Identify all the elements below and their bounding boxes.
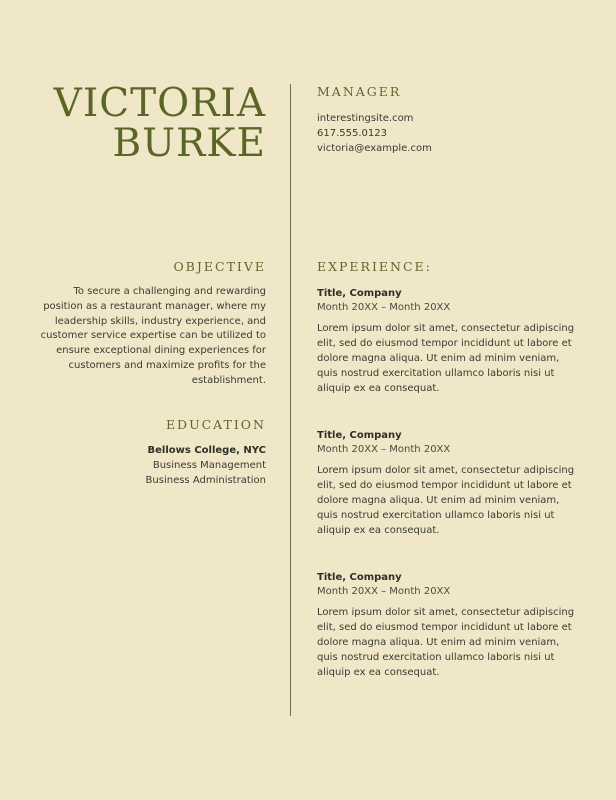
job-entry bbox=[317, 429, 579, 538]
first-name: VICTORIA bbox=[53, 81, 266, 126]
education-line: Business Administration bbox=[145, 474, 266, 486]
job-title: Title, Company bbox=[317, 572, 402, 583]
school-name: Bellows College, NYC bbox=[147, 445, 266, 456]
job-description: Lorem ipsum dolor sit amet, consectetur adipiscing elit, sed do eiusmod tempor incididunt ut labore et dolore magna aliqua. Ut enim ad minim veniam, quis nostrud exercitation ullamco laboris nisi ut aliquip ex ea consequat. bbox=[317, 323, 575, 394]
objective-heading: OBJECTIVE bbox=[173, 259, 266, 274]
job-title: Title, Company bbox=[317, 430, 402, 441]
job-entry bbox=[317, 571, 579, 680]
vertical-divider bbox=[290, 84, 291, 716]
job-description: Lorem ipsum dolor sit amet, consectetur adipiscing elit, sed do eiusmod tempor incididunt ut labore et dolore magna aliqua. Ut enim ad minim veniam, quis nostrud exercitation ullamco laboris nisi ut aliquip ex ea consequat. bbox=[317, 465, 575, 536]
phone: 617.555.0123 bbox=[317, 127, 387, 139]
job-description: Lorem ipsum dolor sit amet, consectetur adipiscing elit, sed do eiusmod tempor incididunt ut labore et dolore magna aliqua. Ut enim ad minim veniam, quis nostrud exercitation ullamco laboris nisi ut aliquip ex ea consequat. bbox=[317, 607, 575, 678]
education-section bbox=[40, 417, 266, 488]
website: interestingsite.com bbox=[317, 113, 414, 124]
experience-section bbox=[317, 259, 579, 713]
last-name: BURKE bbox=[112, 121, 266, 166]
email: victoria@example.com bbox=[317, 142, 432, 154]
experience-heading: EXPERIENCE: bbox=[317, 259, 432, 274]
job-dates: Month 20XX – Month 20XX bbox=[317, 444, 451, 455]
header-contact bbox=[317, 84, 579, 156]
name-block bbox=[40, 81, 266, 166]
job-entry bbox=[317, 287, 579, 396]
job-dates: Month 20XX – Month 20XX bbox=[317, 302, 451, 313]
education-line: Business Management bbox=[152, 459, 266, 471]
objective-section bbox=[40, 259, 266, 389]
job-title: Title, Company bbox=[317, 288, 402, 299]
education-heading: EDUCATION bbox=[165, 417, 266, 432]
job-dates: Month 20XX – Month 20XX bbox=[317, 586, 451, 597]
role-title: MANAGER bbox=[317, 84, 402, 99]
objective-text: To secure a challenging and rewarding position as a restaurant manager, where my leadership skills, industry experience, and customer service expertise can be utilized to ensure exceptional dining experiences for customers and maximize profits for the establishment. bbox=[40, 286, 266, 386]
